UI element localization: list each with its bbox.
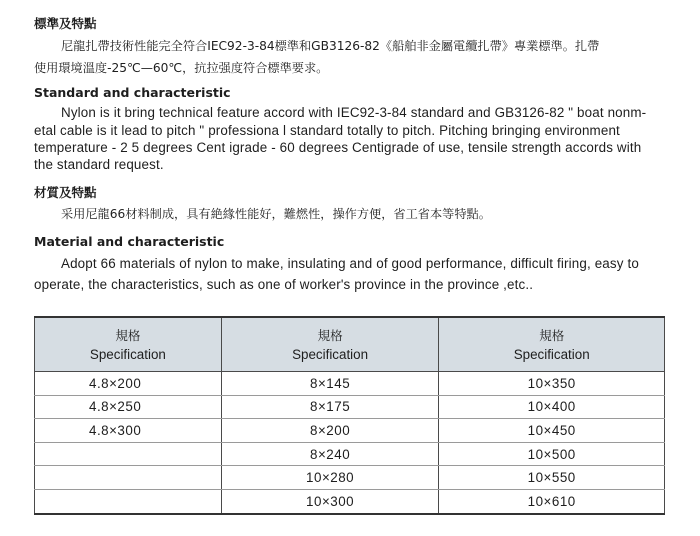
table-cell: 8×175 <box>221 395 439 419</box>
table-row <box>35 489 665 513</box>
table-cell <box>35 466 222 490</box>
table-cell: 10×350 <box>439 372 665 396</box>
table-cell: 10×280 <box>221 466 439 490</box>
table-row <box>35 372 665 396</box>
table-cell: 10×550 <box>439 466 665 490</box>
table-cell: 4.8×300 <box>35 419 222 443</box>
table-cell: 8×200 <box>221 419 439 443</box>
table-cell: 10×500 <box>439 442 665 466</box>
zh-material-line-1: 采用尼龍66材料制成，具有絶緣性能好，難燃性，操作方便，省工省本等特點。 <box>61 207 491 221</box>
table-cell: 10×300 <box>221 489 439 513</box>
table-cell: 4.8×200 <box>35 372 222 396</box>
table-cell: 10×610 <box>439 489 665 513</box>
en-material-line-1: Adopt 66 materials of nylon to make, insulating and of good performance, difficult firing, easy to <box>61 256 639 271</box>
zh-standard-line-1: 尼龍扎帶技術性能完全符合IEC92-3-84標準和GB3126-82《船舶非金屬電纜扎帶》專業標準。扎帶 <box>61 39 600 53</box>
table-cell <box>35 442 222 466</box>
en-material-heading: Material and characteristic <box>34 234 225 249</box>
table-cell: 4.8×250 <box>35 395 222 419</box>
column-header-2-zh: 規格 <box>317 327 343 343</box>
table-cell <box>35 489 222 513</box>
table-row <box>35 419 665 443</box>
en-standard-line-3: temperature - 2 5 degrees Cent igrade - 60 degrees Centigrade of use, tensile strength accords with <box>34 140 642 155</box>
column-header-1 <box>35 317 222 372</box>
column-header-3-zh: 規格 <box>539 327 565 343</box>
table-cell: 10×450 <box>439 419 665 443</box>
table-header-row <box>35 317 665 372</box>
en-standard-line-4: the standard request. <box>34 157 164 172</box>
table-row <box>35 442 665 466</box>
en-standard-line-2: etal cable is it lead to pitch " professiona l standard totally to pitch. Pitching bringing environment <box>34 123 620 138</box>
column-header-1-en: Specification <box>89 346 166 362</box>
zh-material-heading: 材質及特點 <box>34 185 97 200</box>
table-cell: 8×240 <box>221 442 439 466</box>
zh-standard-line-2: 使用環境溫度-25℃—60℃，抗拉强度符合標準要求。 <box>34 61 329 75</box>
table-cell: 8×145 <box>221 372 439 396</box>
table-row <box>35 466 665 490</box>
en-material-line-2: operate, the characteristics, such as one of worker's province in the province ,etc.. <box>34 277 534 292</box>
specification-table <box>34 316 665 515</box>
column-header-2-en: Specification <box>292 346 369 362</box>
en-standard-line-1: Nylon is it bring technical feature accord with IEC92-3-84 standard and GB3126-82 " boat nonm- <box>61 105 647 120</box>
column-header-3-en: Specification <box>513 346 590 362</box>
zh-standard-heading: 標準及特點 <box>34 16 97 31</box>
table-row <box>35 395 665 419</box>
en-standard-heading: Standard and characteristic <box>34 85 231 100</box>
column-header-3 <box>439 317 665 372</box>
column-header-2 <box>221 317 439 372</box>
column-header-1-zh: 規格 <box>115 327 141 343</box>
table-cell: 10×400 <box>439 395 665 419</box>
